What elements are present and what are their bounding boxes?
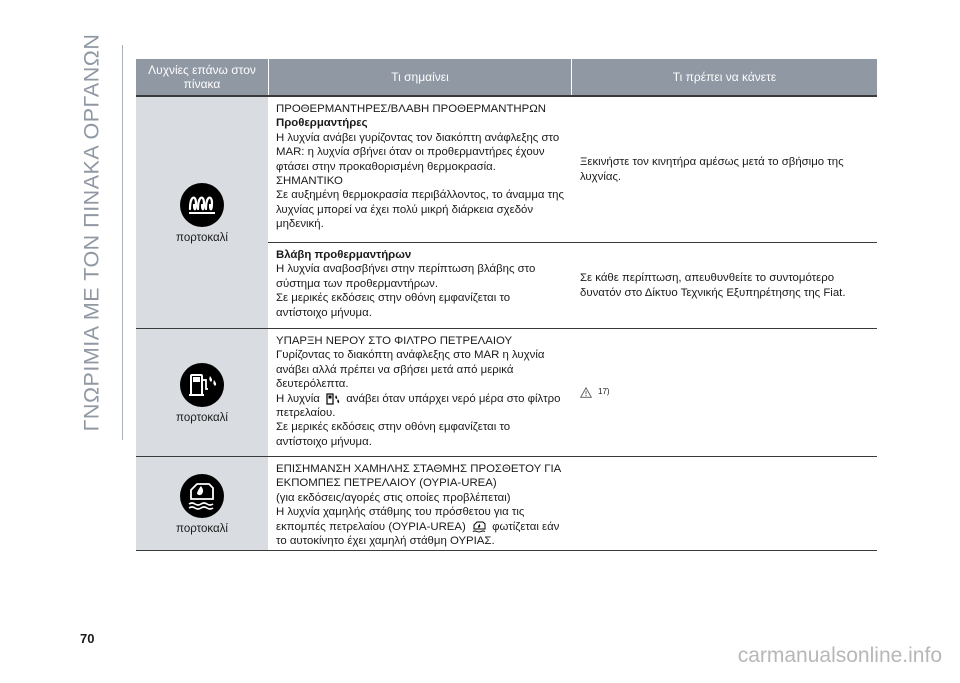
meaning-important: ΣΗΜΑΝΤΙΚΟ	[276, 175, 343, 188]
meaning-text: Σε μερικές εκδόσεις στην οθόνη εμφανίζεται το αντίστοιχο μήνυμα.	[276, 421, 511, 448]
meaning-text: Σε αυξημένη θερμοκρασία περιβάλλοντος, το άναμμα της λυχνίας μπορεί να έχει πολύ μικρή διάρκεια σχεδόν μηδενική.	[276, 189, 564, 231]
water-in-fuel-inline-icon	[326, 393, 340, 405]
glow-plug-group	[136, 97, 877, 329]
meaning-cell	[268, 457, 570, 550]
meaning-subheading: Προθερμαντήρες	[276, 117, 368, 130]
lamp-cell	[136, 457, 268, 550]
meaning-text: Γυρίζοντας το διακόπτη ανάφλεξης στο MAR η λυχνία ανάβει αλλά πρέπει να σβήσει μετά από μερικά δευτερόλεπτα.	[276, 349, 545, 391]
meaning-text: Η λυχνία ανάβει γυρίζοντας τον διακόπτη ανάφλεξης στο MAR: η λυχνία σβήνει όταν οι προθερμαντήρες έχουν φτάσει στην προκαθορισμένη θερμοκρασία.	[276, 131, 560, 173]
meaning-text: Σε μερικές εκδόσεις στην οθόνη εμφανίζεται το αντίστοιχο μήνυμα.	[276, 292, 511, 319]
lamp-color-label: πορτοκαλί	[176, 231, 228, 244]
meaning-text-part: ανάβει όταν υπάρχει νερό μέρα στο φίλτρο πετρελαίου.	[276, 392, 561, 420]
action-cell	[570, 457, 877, 550]
action-cell	[570, 97, 877, 242]
meaning-text	[276, 505, 564, 548]
warning-footnote-ref: 17)	[598, 387, 610, 397]
meaning-text-part: Η λυχνία χαμηλής στάθμης του πρόσθετου για τις εκπομπές πετρελαίου (ΟΥΡΙΑ-UREA)	[276, 506, 525, 533]
meaning-cell	[268, 97, 570, 242]
water-in-fuel-icon	[179, 362, 225, 408]
meaning-text-part: φωτίζεται εάν το αυτοκίνητο έχει χαμηλή στάθμη ΟΥΡΙΑΣ.	[276, 520, 560, 548]
page-number: 70	[80, 631, 95, 646]
side-divider	[122, 45, 123, 440]
meaning-heading: ΥΠΑΡΞΗ ΝΕΡΟΥ ΣΤΟ ΦΙΛΤΡΟ ΠΕΤΡΕΛΑΙΟΥ	[276, 335, 513, 347]
urea-level-icon	[179, 473, 225, 519]
action-text: Ξεκινήστε τον κινητήρα αμέσως μετά το σβήσιμο της λυχνίας.	[580, 156, 844, 183]
meaning-heading: ΕΠΙΣΗΜΑΝΣΗ ΧΑΜΗΛΗΣ ΣΤΑΘΜΗΣ ΠΡΟΣΘΕΤΟΥ ΓΙΑ ΕΚΠΟΜΠΕΣ ΠΕΤΡΕΛΑΙΟΥ (ΟΥΡΙΑ-UREA)	[276, 463, 561, 490]
meaning-subheading: Βλάβη προθερμαντήρων	[276, 249, 412, 261]
meaning-heading: ΠΡΟΘΕΡΜΑΝΤΗΡΕΣ/ΒΛΑΒΗ ΠΡΟΘΕΡΜΑΝΤΗΡΩΝ	[276, 103, 546, 115]
meaning-text-part: Η λυχνία	[276, 392, 320, 405]
header-action: Τι πρέπει να κάνετε	[571, 59, 877, 95]
table-row	[268, 97, 877, 242]
section-title-vertical	[72, 22, 112, 442]
watermark: carmanualsonline.info	[737, 644, 942, 667]
warning-triangle-icon	[580, 387, 592, 398]
action-cell	[570, 329, 877, 456]
lamp-cell	[136, 97, 268, 328]
glow-plug-icon	[179, 182, 225, 228]
table-row	[268, 329, 877, 456]
lamp-color-label: πορτοκαλί	[176, 522, 228, 535]
urea-inline-icon	[472, 521, 486, 533]
warning-reference	[580, 385, 610, 399]
water-in-fuel-group	[136, 329, 877, 457]
meaning-text	[276, 392, 564, 421]
header-meaning: Τι σημαίνει	[268, 59, 571, 95]
table-row	[268, 242, 877, 328]
action-cell	[570, 243, 877, 328]
meaning-cell	[268, 329, 570, 456]
lamp-cell	[136, 329, 268, 456]
meaning-text: Η λυχνία αναβοσβήνει στην περίπτωση βλάβης στο σύστημα των προθερμαντήρων.	[276, 263, 536, 290]
action-text: Σε κάθε περίπτωση, απευθυνθείτε το συντομότερο δυνατόν στο Δίκτυο Τεχνικής Εξυπηρέτησης της Fiat.	[580, 272, 846, 299]
header-lamp: Λυχνίες επάνω στον πίνακα	[148, 63, 256, 91]
urea-level-group	[136, 457, 877, 551]
table-header	[136, 59, 877, 95]
section-title-text: ΓΝΩΡΙΜΙΑ ΜΕ ΤΟΝ ΠΙΝΑΚΑ ΟΡΓΑΝΩΝ	[79, 33, 104, 431]
lamp-color-label: πορτοκαλί	[176, 411, 228, 424]
meaning-text: (για εκδόσεις/αγορές στις οποίες προβλέπεται)	[276, 491, 511, 504]
warning-lights-table	[136, 59, 877, 551]
table-row	[268, 457, 877, 550]
meaning-cell	[268, 243, 570, 328]
